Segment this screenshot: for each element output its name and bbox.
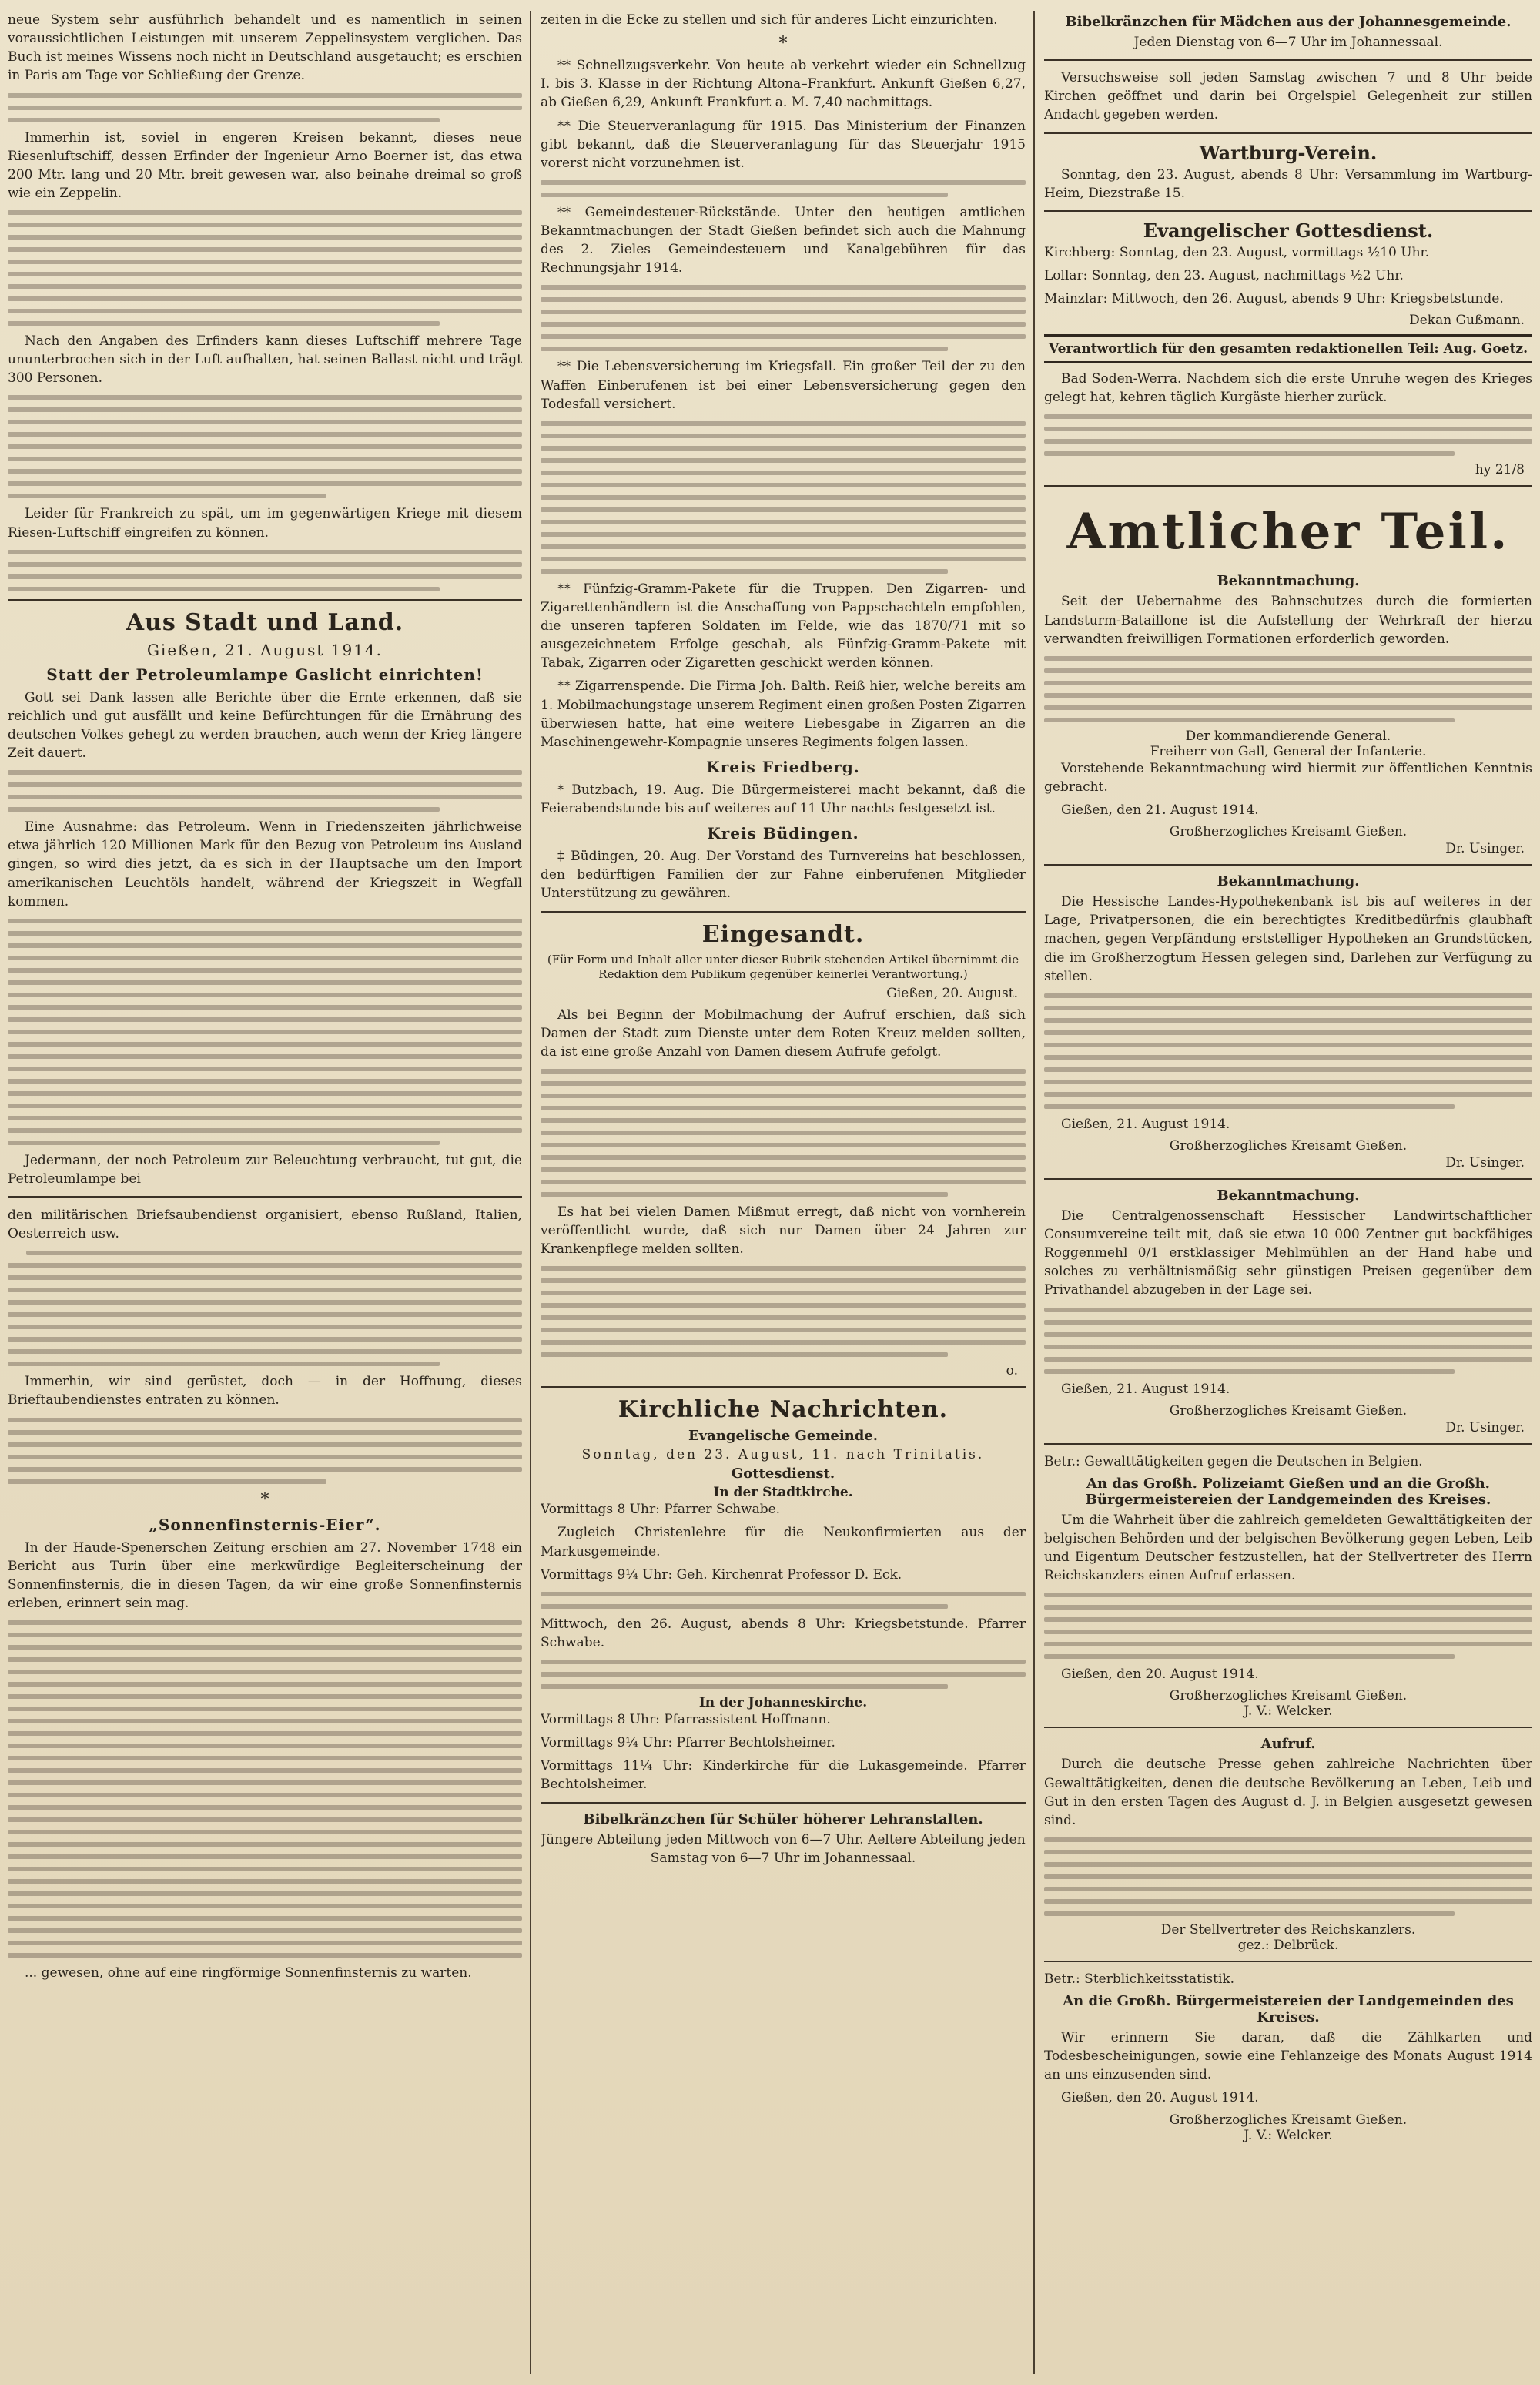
editorial-disclaimer: (Für Form und Inhalt aller unter dieser Rubrik stehenden Artikel übernimmt die Redaktion dem Publikum gegenüber keinerlei Verantwortung.) xyxy=(547,952,1019,981)
news-item: ** Schnellzugsverkehr. Von heute ab verkehrt wieder ein Schnellzug I. bis 3. Klasse in der Richtung Altona–Frankfurt. Ankunft Gießen 6,27, ab Gießen 6,29, Ankunft Frankfurt a. M. 7,40 nachmittags. xyxy=(541,58,1026,111)
signatory-name: J. V.: Welcker. xyxy=(1244,1703,1333,1720)
article-headline: Statt der Petroleumlampe Gaslicht einrichten! xyxy=(46,665,484,684)
signatory-name: J. V.: Welcker. xyxy=(1244,2127,1333,2143)
illegible-text-block xyxy=(8,1418,522,1484)
district-heading: Kreis Büdingen. xyxy=(707,824,859,843)
news-item: ‡ Büdingen, 20. Aug. Der Vorstand des Turnvereins hat beschlossen, den bedürftigen Familien der zur Fahne einberufenen Mitglieder Unterstützung zu gewähren. xyxy=(541,849,1026,902)
announcement-text: Vorstehende Bekanntmachung wird hiermit zur öffentlichen Kenntnis gebracht. xyxy=(1044,760,1532,795)
signatory-title: Der Stellvertreter des Reichskanzlers. xyxy=(1160,1921,1416,1938)
section-divider xyxy=(8,1196,522,1198)
column-rule xyxy=(1033,11,1035,2374)
announcement-title: Aufruf. xyxy=(1260,1736,1316,1753)
article-paragraph: Jedermann, der noch Petroleum zur Beleuchtung verbraucht, tut gut, die Petroleumlampe bei xyxy=(8,1152,522,1187)
section-divider xyxy=(1044,210,1532,212)
dateline: Gießen, 20. August. xyxy=(886,985,1018,1001)
article-paragraph: Als bei Beginn der Mobilmachung der Aufruf erschien, daß sich Damen der Stadt zum Dienste unter dem Roten Kreuz melden sollten, da ist eine große Anzahl von Damen diesem Aufrufe gefolgt. xyxy=(541,1007,1026,1060)
service-entry: Vormittags 11¼ Uhr: Kinderkirche für die Lukasgemeinde. Pfarrer Bechtolsheimer. xyxy=(541,1758,1026,1793)
notice-title: Bibelkränzchen für Mädchen aus der Johannesgemeinde. xyxy=(1065,14,1512,30)
section-title: Kirchliche Nachrichten. xyxy=(618,1396,949,1424)
article-paragraph: In der Haude-Spenerschen Zeitung erschien am 27. November 1748 ein Bericht aus Turin über eine merkwürdige Begleiterscheinung der Sonnenfinsternis, die in diesen Tagen, da wir eine große Sonnenfinsternis erleben, erinnert sein mag. xyxy=(8,1539,522,1611)
illegible-text-block xyxy=(1044,1837,1532,1916)
section-divider xyxy=(1044,1178,1532,1180)
section-divider xyxy=(1044,59,1532,61)
author-signature: Dekan Gußmann. xyxy=(1409,313,1525,329)
article-paragraph: Immerhin, wir sind gerüstet, doch — in der Hoffnung, dieses Brieftaubendienstes entraten zu können. xyxy=(8,1374,522,1409)
section-divider xyxy=(541,911,1026,913)
separator-star: * xyxy=(260,1489,270,1509)
service-entry: Mittwoch, den 26. August, abends 8 Uhr: Kriegsbetstunde. Pfarrer Schwabe. xyxy=(541,1616,1026,1650)
article-paragraph: Immerhin ist, soviel in engeren Kreisen bekannt, dieses neue Riesenluftschiff, dessen Erfinder der Ingenieur Arno Boerner ist, das etwa 200 Mtr. lang und 20 Mtr. breit gewesen war, also beinahe dreimal so groß wie ein Zeppelin. xyxy=(8,129,522,201)
official-section-title: Amtlicher Teil. xyxy=(1066,503,1510,561)
illegible-text-block xyxy=(1044,1308,1532,1374)
signatory-title: Der kommandierende General. xyxy=(1185,728,1391,744)
illegible-text-block xyxy=(8,770,522,812)
announcement-text: Die Hessische Landes-Hypothekenbank ist bis auf weiteres in der Lage, Privatpersonen, die ein berechtigtes Kreditbedürfnis glaubhaft machen, gegen Verpfändung erststelliger Hypotheken an Grundstücken, die im Großherzogtum Hessen gelegen sind, Darlehen zur Verfügung zu stellen. xyxy=(1044,894,1532,984)
news-item: ** Die Lebensversicherung im Kriegsfall. Ein großer Teil der zu den Waffen Einberufenen ist bei einer Lebensversicherung gegen den Todesfall versichert. xyxy=(541,359,1026,412)
authority: Großherzogliches Kreisamt Gießen. xyxy=(1169,1137,1408,1154)
announcement-date: Gießen, den 21. August 1914. xyxy=(1061,802,1259,818)
church-name: In der Johanneskirche. xyxy=(698,1695,868,1710)
column-3 xyxy=(1044,11,1532,2374)
column-2 xyxy=(541,11,1026,2374)
section-divider xyxy=(541,1802,1026,1804)
author-signature: hy 21/8 xyxy=(1475,462,1525,478)
notice-title: Bibelkränzchen für Schüler höherer Lehranstalten. xyxy=(583,1811,983,1827)
article-paragraph: Gott sei Dank lassen alle Berichte über die Ernte erkennen, daß sie reichlich und gut ausfällt und keine Befürchtungen für die Ernährung des deutschen Volkes gehegt zu werden brauchen, auch wenn der Krieg längere Zeit dauert. xyxy=(8,689,522,761)
section-divider xyxy=(8,599,522,601)
notice-text: Jüngere Abteilung jeden Mittwoch von 6—7 Uhr. Aeltere Abteilung jeden Samstag von 6—7 Uhr im Johannessaal. xyxy=(541,1831,1026,1866)
illegible-text-block xyxy=(541,180,1026,197)
service-entry: Mainzlar: Mittwoch, den 26. August, abends 9 Uhr: Kriegsbetstunde. xyxy=(1044,291,1504,306)
service-entry: Kirchberg: Sonntag, den 23. August, vormittags ½10 Uhr. xyxy=(1044,244,1430,260)
section-divider xyxy=(541,1386,1026,1388)
author-signature: o. xyxy=(1006,1363,1018,1379)
illegible-text-block xyxy=(8,550,522,591)
illegible-text-block xyxy=(8,93,522,122)
column-rule xyxy=(530,11,531,2374)
signatory-name: Dr. Usinger. xyxy=(1445,1154,1525,1171)
section-divider xyxy=(1044,1961,1532,1962)
authority: Großherzogliches Kreisamt Gießen. xyxy=(1169,1688,1408,1704)
signatory-name: Freiherr von Gall, General der Infanterie. xyxy=(1150,743,1427,759)
announcement-title: Bekanntmachung. xyxy=(1217,573,1360,590)
news-item: ** Die Steuerveranlagung für 1915. Das Ministerium der Finanzen gibt bekannt, daß die Steuerveranlagung für das Steuerjahr 1915 vorerst nicht vorzunehmen ist. xyxy=(541,118,1026,171)
announcement-text: Die Centralgenossenschaft Hessischer Landwirtschaftlicher Consumvereine teilt mit, daß sie etwa 10 000 Zentner gut backfähiges Roggenmehl 0/1 erstklassiger Mehlmühlen an der Hand habe und solches zu verhältnismäßig sehr günstigen Preisen gegenüber dem Privathandel abzugeben in der Lage sei. xyxy=(1044,1208,1532,1298)
announcement-text: Um die Wahrheit über die zahlreich gemeldeten Gewalttätigkeiten der belgischen Behörden und der belgischen Bevölkerung gegen Leben, Leib und Eigentum Deutscher festzustellen, hat der Stellvertreter des Herrn Reichskanzlers einen Aufruf erlassen. xyxy=(1044,1512,1532,1584)
column-1 xyxy=(8,11,522,2374)
section-divider xyxy=(1044,1443,1532,1445)
illegible-text-block xyxy=(541,1592,1026,1609)
announcement-text: Wir erinnern Sie daran, daß die Zählkarten und Todesbescheinigungen, sowie eine Fehlanzeige des Monats August 1914 an uns einzusenden sind. xyxy=(1044,2030,1532,2083)
notice-text: Bad Soden-Werra. Nachdem sich die erste Unruhe wegen des Krieges gelegt hat, kehren täglich Kurgäste hierher zurück. xyxy=(1044,371,1532,406)
article-paragraph: Leider für Frankreich zu spät, um im gegenwärtigen Kriege mit diesem Riesen-Luftschiff eingreifen zu können. xyxy=(8,506,522,541)
illegible-text-block xyxy=(8,1251,522,1366)
section-divider xyxy=(1044,485,1532,487)
club-heading: Wartburg-Verein. xyxy=(1199,141,1378,164)
section-divider xyxy=(1044,1727,1532,1728)
announcement-text: Seit der Uebernahme des Bahnschutzes durch die formierten Landsturm-Bataillone ist die Aufstellung der Wehrkraft der hierzu verwandten freiwilligen Formationen erforderlich geworden. xyxy=(1044,594,1532,647)
authority: Großherzogliches Kreisamt Gießen. xyxy=(1169,824,1408,840)
signatory-name: Dr. Usinger. xyxy=(1445,841,1525,857)
service-entry: Vormittags 8 Uhr: Pfarrer Schwabe. xyxy=(541,1502,781,1518)
article-paragraph: zeiten in die Ecke zu stellen und sich für anderes Licht einzurichten. xyxy=(541,12,998,28)
subject-line: Betr.: Gewalttätigkeiten gegen die Deutschen in Belgien. xyxy=(1044,1453,1423,1469)
illegible-text-block xyxy=(8,1620,522,1958)
announcement-date: Gießen, 21. August 1914. xyxy=(1061,1381,1230,1397)
illegible-text-block xyxy=(541,1660,1026,1689)
service-entry: Vormittags 9¼ Uhr: Geh. Kirchenrat Professor D. Eck. xyxy=(541,1566,902,1583)
announcement-date: Gießen, den 20. August 1914. xyxy=(1061,1666,1259,1683)
article-paragraph: ... gewesen, ohne auf eine ringförmige Sonnenfinsternis zu warten. xyxy=(25,1965,472,1981)
editor-note-box xyxy=(1044,334,1532,363)
church-name: In der Stadtkirche. xyxy=(713,1485,853,1501)
illegible-text-block xyxy=(8,919,522,1145)
authority: Großherzogliches Kreisamt Gießen. xyxy=(1169,2112,1408,2128)
section-title: Eingesandt. xyxy=(701,920,865,948)
article-paragraph: Nach den Angaben des Erfinders kann dieses Luftschiff mehrere Tage ununterbrochen sich in der Luft aufhalten, hat seinen Ballast nicht und trägt 300 Personen. xyxy=(8,333,522,387)
signatory-name: Dr. Usinger. xyxy=(1445,1419,1525,1435)
article-paragraph: Es hat bei vielen Damen Mißmut erregt, daß nicht von vornherein veröffentlicht wurde, daß sich nur Damen über 24 Jahren zur Krankenpflege melden sollten. xyxy=(541,1204,1026,1258)
illegible-text-block xyxy=(541,285,1026,351)
announcement-text: Durch die deutsche Presse gehen zahlreiche Nachrichten über Gewalttätigkeiten, denen die deutsche Bevölkerung an Leben, Leib und Gut in den ersten Tagen des August d. J. in Belgien ausgesetzt gewesen sind. xyxy=(1044,1757,1532,1828)
service-entry: Vormittags 8 Uhr: Pfarrassistent Hoffmann. xyxy=(541,1712,831,1727)
illegible-text-block xyxy=(8,210,522,326)
signatory-name: gez.: Delbrück. xyxy=(1237,1937,1339,1953)
news-item: * Butzbach, 19. Aug. Die Bürgermeisterei macht bekannt, daß die Feierabendstunde bis auf weiteres auf 11 Uhr nachts festgesetzt ist. xyxy=(541,782,1026,816)
service-entry: Zugleich Christenlehre für die Neukonfirmierten aus der Markusgemeinde. xyxy=(541,1525,1026,1559)
subsection-title: Evangelische Gemeinde. xyxy=(688,1428,879,1445)
notice-text: Sonntag, den 23. August, abends 8 Uhr: Versammlung im Wartburg-Heim, Diezstraße 15. xyxy=(1044,166,1532,201)
separator-star: * xyxy=(778,34,788,54)
notice-text: Jeden Dienstag von 6—7 Uhr im Johannessaal. xyxy=(1133,35,1443,50)
section-divider xyxy=(1044,864,1532,866)
service-heading: Evangelischer Gottesdienst. xyxy=(1143,219,1434,242)
service-entry: Lollar: Sonntag, den 23. August, nachmittags ½2 Uhr. xyxy=(1044,267,1404,283)
news-item: ** Gemeindesteuer-Rückstände. Unter den heutigen amtlichen Bekanntmachungen der Stadt Gießen befindet sich auch die Mahnung des 2. Zieles Gemeindesteuern und Kanalgebühren für das Rechnungsjahr 1914. xyxy=(541,204,1026,276)
article-paragraph: Eine Ausnahme: das Petroleum. Wenn in Friedenszeiten jährlichweise etwa jährlich 120 Millionen Mark für den Bezug von Petroleum ins Ausland gingen, so wird dies jetzt, da es sich in der Hauptsache um den Import amerikanischen Leuchtöls handelt, während der Kriegszeit in Wegfall kommen. xyxy=(8,819,522,909)
district-heading: Kreis Friedberg. xyxy=(706,757,860,776)
announcement-title: Bekanntmachung. xyxy=(1217,873,1360,890)
notice-text: Versuchsweise soll jeden Samstag zwischen 7 und 8 Uhr beide Kirchen geöffnet und darin bei Orgelspiel Gelegenheit zur stillen Andacht gegeben werden. xyxy=(1044,70,1532,123)
illegible-text-block xyxy=(541,1266,1026,1357)
dateline: Gießen, 21. August 1914. xyxy=(146,640,383,659)
article-paragraph: neue System sehr ausführlich behandelt und es namentlich in seinen voraussichtlichen Leistungen mit unserem Zeppelinsystem verglichen. Das Buch ist meines Wissens noch nicht in Deutschland ausgetaucht; es erschien in Paris am Tage vor Schließung der Grenze. xyxy=(8,12,522,84)
announcement-title: Bekanntmachung. xyxy=(1217,1187,1360,1204)
subsection-title: Gottesdienst. xyxy=(731,1466,835,1482)
illegible-text-block xyxy=(541,1069,1026,1197)
illegible-text-block xyxy=(1044,993,1532,1109)
illegible-text-block xyxy=(1044,656,1532,722)
subject-line: Betr.: Sterblichkeitsstatistik. xyxy=(1044,1971,1235,1987)
section-title: Aus Stadt und Land. xyxy=(126,608,404,636)
addressee: An die Großh. Bürgermeistereien der Landgemeinden des Kreises. xyxy=(1063,1993,1514,2025)
authority: Großherzogliches Kreisamt Gießen. xyxy=(1169,1402,1408,1419)
illegible-text-block xyxy=(8,395,522,498)
service-entry: Vormittags 9¼ Uhr: Pfarrer Bechtolsheimer. xyxy=(541,1735,835,1751)
responsible-editor: Verantwortlich für den gesamten redaktionellen Teil: Aug. Goetz. xyxy=(1049,341,1528,357)
news-item: ** Zigarrenspende. Die Firma Joh. Balth. Reiß hier, welche bereits am 1. Mobilmachungstage unserem Regiment einen großen Posten Zigarren überwiesen hatte, hat eine weitere Liebesgabe in Zigarren an die Maschinengewehr-Kompagnie unseres Regiments folgen lassen. xyxy=(541,678,1026,750)
illegible-text-block xyxy=(1044,414,1532,456)
article-headline: „Sonnenfinsternis-Eier“. xyxy=(149,1515,381,1534)
article-paragraph: den militärischen Briefsaubendienst organisiert, ebenso Rußland, Italien, Oesterreich usw. xyxy=(8,1208,522,1242)
illegible-text-block xyxy=(541,421,1026,574)
addressee: An das Großh. Polizeiamt Gießen und an die Großh. Bürgermeistereien der Landgemeinden des Kreises. xyxy=(1085,1475,1491,1508)
illegible-text-block xyxy=(1044,1593,1532,1659)
announcement-date: Gießen, den 20. August 1914. xyxy=(1061,2090,1259,2106)
news-item: ** Fünfzig-Gramm-Pakete für die Truppen. Den Zigarren- und Zigarettenhändlern ist die Anschaffung von Pappschachteln empfohlen, die unseren tapferen Soldaten im Felde, wie das 1870/71 mit so ausgezeichnetem Erfolge geschah, als Fünfzig-Gramm-Pakete mit Tabak, Zigarren oder Zigaretten geschickt werden können. xyxy=(541,581,1026,672)
announcement-date: Gießen, 21. August 1914. xyxy=(1061,1116,1230,1132)
service-date: Sonntag, den 23. August, 11. nach Trinitatis. xyxy=(581,1447,985,1463)
section-divider xyxy=(1044,132,1532,134)
